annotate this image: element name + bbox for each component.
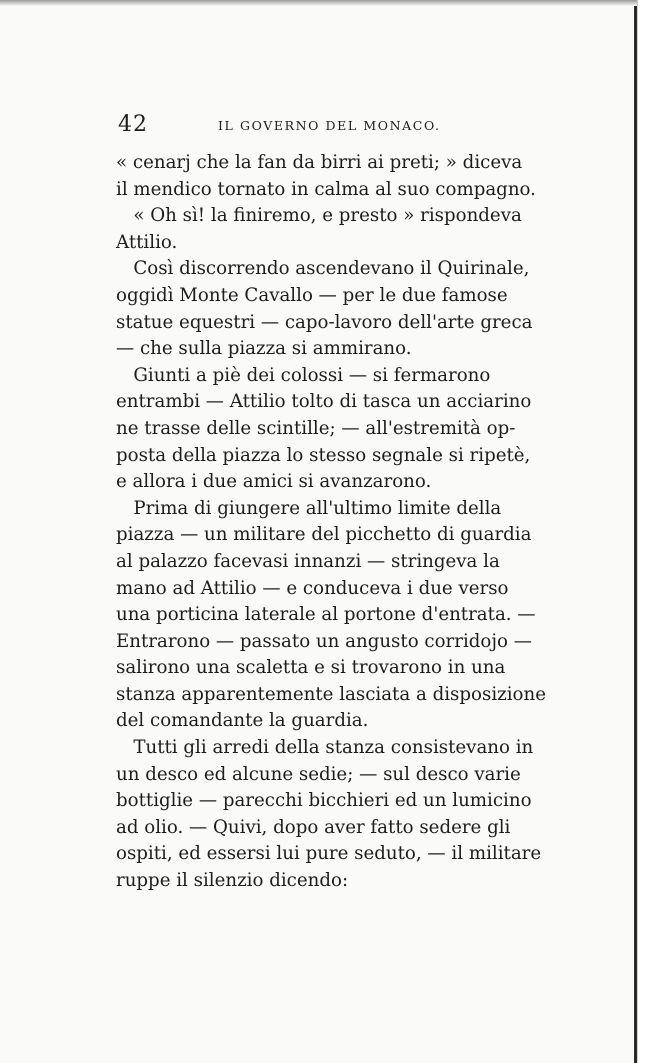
running-title: IL GOVERNO DEL MONACO. <box>218 118 441 133</box>
text-line: « cenarj che la fan da birri ai preti; » diceva <box>116 152 523 173</box>
text-line: stanza apparentemente lasciata a disposizione <box>116 683 546 705</box>
text-line: Così discorrendo ascendevano il Quirinale, <box>116 258 530 280</box>
text-line: piazza — un militare del picchetto di guardia <box>116 524 532 546</box>
text-line: — che sulla piazza si ammirano. <box>116 338 412 360</box>
text-line: Attilio. <box>116 231 178 253</box>
text-line: ruppe il silenzio dicendo: <box>116 870 349 892</box>
text-line: Giunti a piè dei colossi — si fermarono <box>116 364 491 386</box>
text-line: Entrarono — passato un angusto corridojo — <box>116 630 532 652</box>
text-line: entrambi — Attilio tolto di tasca un acciarino <box>116 391 532 413</box>
text-line: al palazzo facevasi innanzi — stringeva la <box>116 550 500 572</box>
text-line: « Oh sì! la finiremo, e presto » rispondeva <box>116 205 522 227</box>
text-line: Tutti gli arredi della stanza consistevano in <box>116 737 534 759</box>
text-line: e allora i due amici si avanzarono. <box>116 471 432 493</box>
text-line: una porticina laterale al portone d'entrata. — <box>116 604 536 626</box>
text-line: ne trasse delle scintille; — all'estremità op- <box>116 417 516 439</box>
body-text <box>116 150 546 895</box>
text-line: il mendico tornato in calma al suo compagno. <box>116 178 536 200</box>
adjacent-page-edge <box>637 0 672 1063</box>
text-line: ad olio. — Quivi, dopo aver fatto sedere gli <box>116 816 511 838</box>
text-line: Prima di giungere all'ultimo limite della <box>116 497 502 519</box>
text-line: un desco ed alcune sedie; — sul desco varie <box>116 763 521 785</box>
text-line: bottiglie — parecchi bicchieri ed un lumicino <box>116 790 532 812</box>
page-header <box>118 112 538 142</box>
text-line: ospiti, ed essersi lui pure seduto, — il militare <box>116 843 542 865</box>
page-top-shadow <box>0 0 672 6</box>
text-line: posta della piazza lo stesso segnale si ripetè, <box>116 444 531 466</box>
text-line: mano ad Attilio — e conduceva i due verso <box>116 577 509 599</box>
text-line: del comandante la guardia. <box>116 710 369 732</box>
text-line: salirono una scaletta e si trovarono in una <box>116 657 506 679</box>
page-number: 42 <box>118 112 148 137</box>
text-line: oggidì Monte Cavallo — per le due famose <box>116 284 508 306</box>
text-line: statue equestri — capo-lavoro dell'arte greca <box>116 311 533 333</box>
